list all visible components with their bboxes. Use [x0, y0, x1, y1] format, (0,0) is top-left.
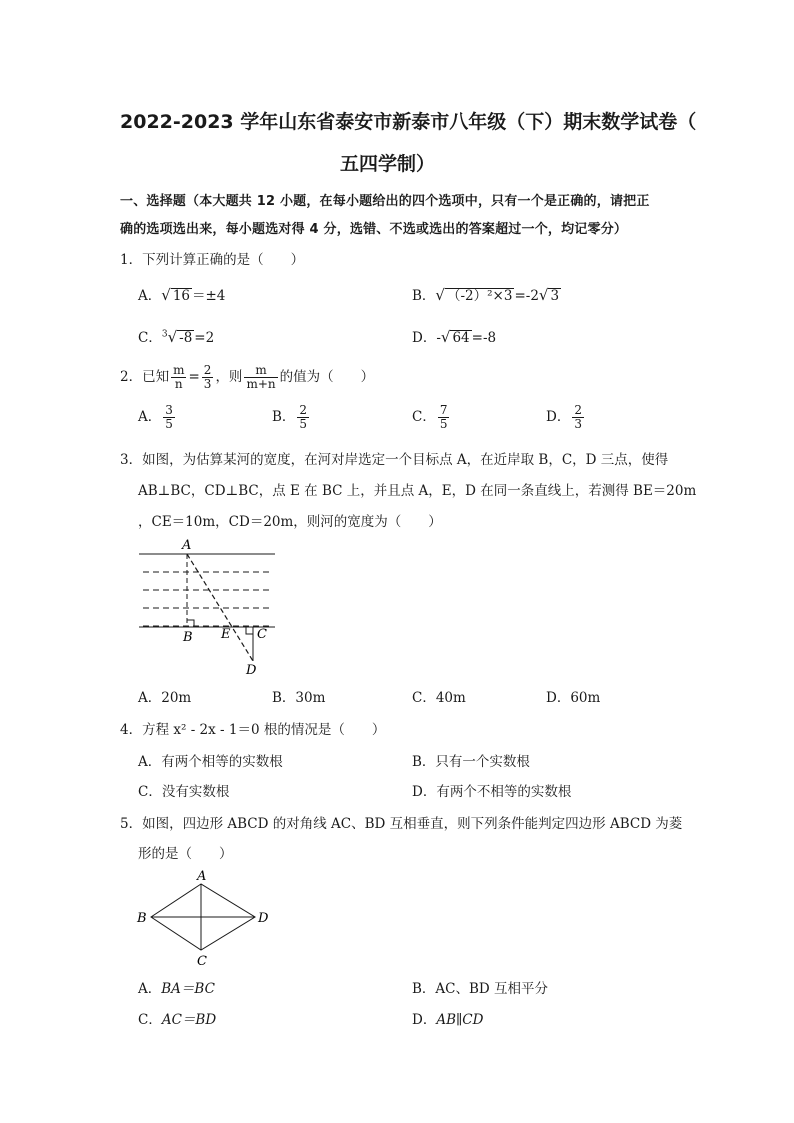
q5-option-d — [412, 1008, 483, 1028]
option-text: =-8 — [471, 330, 497, 346]
question-5-line1: 5．如图，四边形 ABCD 的对角线 AC、BD 互相垂直，则下列条件能判定四边形 ABCD 为菱 — [120, 816, 683, 832]
page-title-line2: 五四学制） — [340, 153, 436, 175]
option-label: A． — [138, 288, 162, 304]
minus-sign: - — [436, 330, 441, 346]
radicand: 16 — [172, 288, 190, 304]
option-text: 40m — [435, 690, 466, 706]
option-label: D． — [412, 330, 437, 346]
option-fraction — [438, 404, 450, 431]
question-4-stem: 4．方程 x² - 2x - 1＝0 根的情况是（ ） — [120, 722, 386, 738]
option-label: C． — [138, 330, 162, 346]
q4-option-b — [412, 750, 530, 770]
option-label: C． — [412, 409, 436, 425]
fraction-numerator: m — [244, 364, 277, 378]
q5-option-a — [138, 977, 215, 997]
q2-option-c — [412, 404, 451, 431]
q1-option-d — [412, 326, 496, 346]
fraction-numerator: 7 — [439, 403, 448, 417]
option-text: 60m — [570, 690, 601, 706]
option-label: D． — [412, 1012, 437, 1028]
equals-sign: = — [188, 369, 200, 385]
option-text: =-2 — [514, 288, 539, 304]
option-label: C． — [138, 1012, 162, 1028]
option-label: A． — [138, 754, 162, 770]
q2-option-d — [546, 404, 586, 431]
q2-option-a — [138, 404, 177, 431]
radicand: -8 — [179, 330, 193, 346]
label-d: D — [258, 911, 269, 926]
label-c: C — [257, 627, 267, 642]
option-label: D． — [546, 690, 571, 706]
section-heading-line1: 一、选择题（本大题共 12 小题，在每小题给出的四个选项中，只有一个是正确的，请把正 — [120, 194, 650, 209]
right-angle-c — [246, 627, 253, 634]
question-2-stem — [120, 364, 374, 391]
option-fraction — [572, 404, 584, 431]
option-text: AB∥CD — [436, 1012, 484, 1028]
radical-icon: √ — [435, 286, 445, 304]
option-label: A． — [138, 409, 162, 425]
option-label: A． — [138, 690, 162, 706]
fraction-denominator: 3 — [203, 377, 212, 391]
q4-option-a — [138, 750, 283, 770]
question-3-line3: ，CE＝10m，CD＝20m，则河的宽度为（ ） — [138, 514, 442, 530]
radical-icon: √ — [167, 328, 178, 346]
fraction-denominator: 5 — [439, 417, 448, 431]
option-fraction — [297, 404, 309, 431]
q5-option-b — [412, 977, 548, 997]
page-title-line1: 2022-2023 学年山东省泰安市新泰市八年级（下）期末数学试卷（ — [120, 111, 697, 133]
q3-option-a — [138, 686, 191, 706]
option-label: D． — [412, 784, 437, 800]
fraction-denominator: 5 — [299, 417, 308, 431]
q3-option-b — [272, 686, 325, 706]
q4-option-c — [138, 780, 229, 800]
rhombus-figure — [133, 866, 273, 970]
q3-option-d — [546, 686, 600, 706]
option-text: ＝±4 — [192, 288, 226, 304]
option-label: B． — [272, 409, 296, 425]
label-a: A — [197, 869, 207, 884]
question-3-line1: 3．如图，为估算某河的宽度，在河对岸选定一个目标点 A，在近岸取 B，C，D 三点，使得 — [120, 452, 669, 468]
label-e: E — [221, 627, 231, 642]
q4-option-d — [412, 780, 571, 800]
q1-option-c — [138, 326, 214, 346]
option-label: B． — [412, 981, 436, 997]
label-a: A — [182, 538, 192, 553]
option-label: A． — [138, 981, 162, 997]
fraction-2-over-3 — [202, 364, 214, 391]
fraction-numerator: 2 — [574, 403, 582, 417]
option-text: AC、BD 互相平分 — [435, 981, 549, 997]
fraction-denominator: 5 — [165, 417, 173, 431]
q2-option-b — [272, 404, 311, 431]
radical-icon: √ — [538, 286, 549, 304]
label-c: C — [197, 954, 207, 969]
option-label: D． — [546, 409, 571, 425]
q2-pre: 2．已知 — [120, 369, 170, 385]
q3-option-c — [412, 686, 466, 706]
option-text: 有两个相等的实数根 — [161, 754, 283, 770]
option-label: B． — [412, 754, 436, 770]
option-text: 20m — [161, 690, 192, 706]
root-index: 3 — [161, 329, 168, 340]
label-d: D — [246, 663, 257, 678]
question-3-line2: AB⊥BC，CD⊥BC，点 E 在 BC 上，并且点 A，E，D 在同一条直线上，若测得 BE＝20m — [138, 483, 697, 499]
radicand: （-2）²×3 — [446, 288, 513, 304]
fraction-denominator: m+n — [246, 377, 276, 391]
option-fraction — [163, 404, 175, 431]
q1-option-b — [412, 284, 561, 304]
fraction-numerator: 3 — [165, 403, 173, 417]
q2-post: 的值为（ ） — [279, 369, 375, 385]
fraction-numerator: 2 — [203, 363, 212, 377]
option-text: BA＝BC — [161, 981, 215, 997]
option-text: 只有一个实数根 — [435, 754, 530, 770]
label-b: B — [183, 630, 193, 645]
option-text: 有两个不相等的实数根 — [436, 784, 572, 800]
option-text: 30m — [295, 690, 326, 706]
option-label: B． — [272, 690, 296, 706]
option-text: 没有实数根 — [161, 784, 230, 800]
fraction-denominator: 3 — [574, 417, 582, 431]
option-text: AC＝BD — [161, 1012, 217, 1028]
fraction-m-over-n — [171, 364, 186, 391]
q5-option-c — [138, 1008, 216, 1028]
river-figure — [135, 535, 285, 680]
section-heading-line2: 确的选项选出来，每小题选对得 4 分，选错、不选或选出的答案超过一个，均记零分） — [120, 222, 628, 237]
question-5-line2: 形的是（ ） — [138, 846, 233, 862]
radicand: 64 — [452, 330, 470, 346]
radical-icon: √ — [440, 328, 451, 346]
label-b: B — [137, 911, 147, 926]
option-label: C． — [138, 784, 162, 800]
radical-icon: √ — [161, 286, 171, 304]
q2-mid: ，则 — [215, 369, 243, 385]
question-1-stem: 1．下列计算正确的是（ ） — [120, 252, 305, 268]
fraction-m-over-m-plus-n — [244, 364, 277, 391]
fraction-numerator: 2 — [299, 403, 308, 417]
fraction-denominator: n — [174, 377, 183, 391]
option-label: C． — [412, 690, 436, 706]
fraction-numerator: m — [173, 363, 185, 377]
option-text: =2 — [194, 330, 215, 346]
option-label: B． — [412, 288, 436, 304]
q1-option-a — [138, 284, 225, 304]
radicand: 3 — [550, 288, 560, 304]
